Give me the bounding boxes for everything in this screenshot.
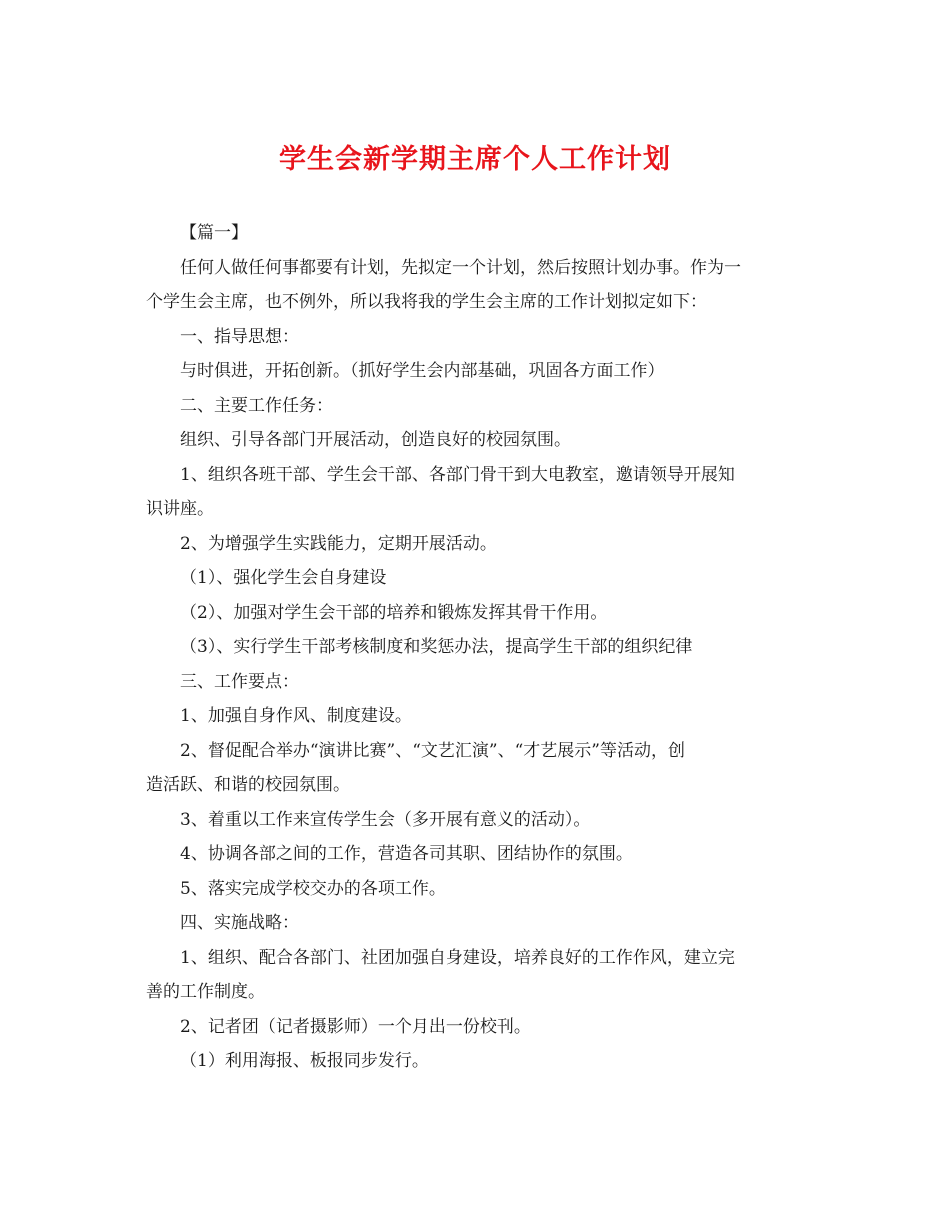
sub-list-item: （1）利用海报、板报同步发行。 (180, 1051, 429, 1071)
heading-work-points: 三、工作要点： (180, 671, 299, 692)
paragraph-line: 个学生会主席，也不例外，所以我将我的学生会主席的工作计划拟定如下： (146, 292, 707, 312)
list-item: 1、组织各班干部、学生会干部、各部门骨干到大电教室，邀请领导开展知 (180, 464, 735, 485)
heading-main-tasks: 二、主要工作任务： (180, 395, 333, 416)
sub-list-item: （1）、强化学生会自身建设 (180, 568, 387, 588)
document-title: 学生会新学期主席个人工作计划 (279, 144, 671, 175)
list-item-continuation: 识讲座。 (146, 499, 214, 519)
paragraph-line: 组织、引导各部门开展活动，创造良好的校园氛围。 (180, 430, 571, 450)
list-item-continuation: 善的工作制度。 (146, 982, 265, 1002)
document-body (146, 216, 806, 1079)
section-header-part-one: 【篇一】 (180, 223, 248, 243)
list-item: 1、加强自身作风、制度建设。 (180, 706, 412, 726)
list-item: 3、着重以工作来宣传学生会（多开展有意义的活动）。 (180, 809, 591, 830)
list-item: 4、协调各部之间的工作，营造各司其职、团结协作的氛围。 (180, 844, 633, 864)
heading-strategy: 四、实施战略： (180, 913, 299, 933)
list-item: 5、落实完成学校交办的各项工作。 (180, 878, 446, 899)
list-item: 1、组织、配合各部门、社团加强自身建设，培养良好的工作作风，建立完 (180, 947, 735, 968)
list-item: 2、为增强学生实践能力，定期开展活动。 (180, 533, 497, 554)
paragraph-line: 与时俱进，开拓创新。（抓好学生会内部基础，巩固各方面工作） (180, 361, 665, 381)
list-item-continuation: 造活跃、和谐的校园氛围。 (146, 775, 350, 795)
heading-guiding-ideology: 一、指导思想： (180, 326, 299, 347)
sub-list-item: （2）、加强对学生会干部的培养和锻炼发挥其骨干作用。 (180, 602, 608, 623)
paragraph-line: 任何人做任何事都要有计划，先拟定一个计划，然后按照计划办事。作为一 (180, 257, 741, 278)
sub-list-item: （3）、实行学生干部考核制度和奖惩办法，提高学生干部的组织纪律 (180, 637, 693, 657)
list-item: 2、记者团（记者摄影师）一个月出一份校刊。 (180, 1016, 531, 1037)
list-item: 2、督促配合举办“演讲比赛”、“文艺汇演”、“才艺展示”等活动，创 (180, 740, 685, 761)
